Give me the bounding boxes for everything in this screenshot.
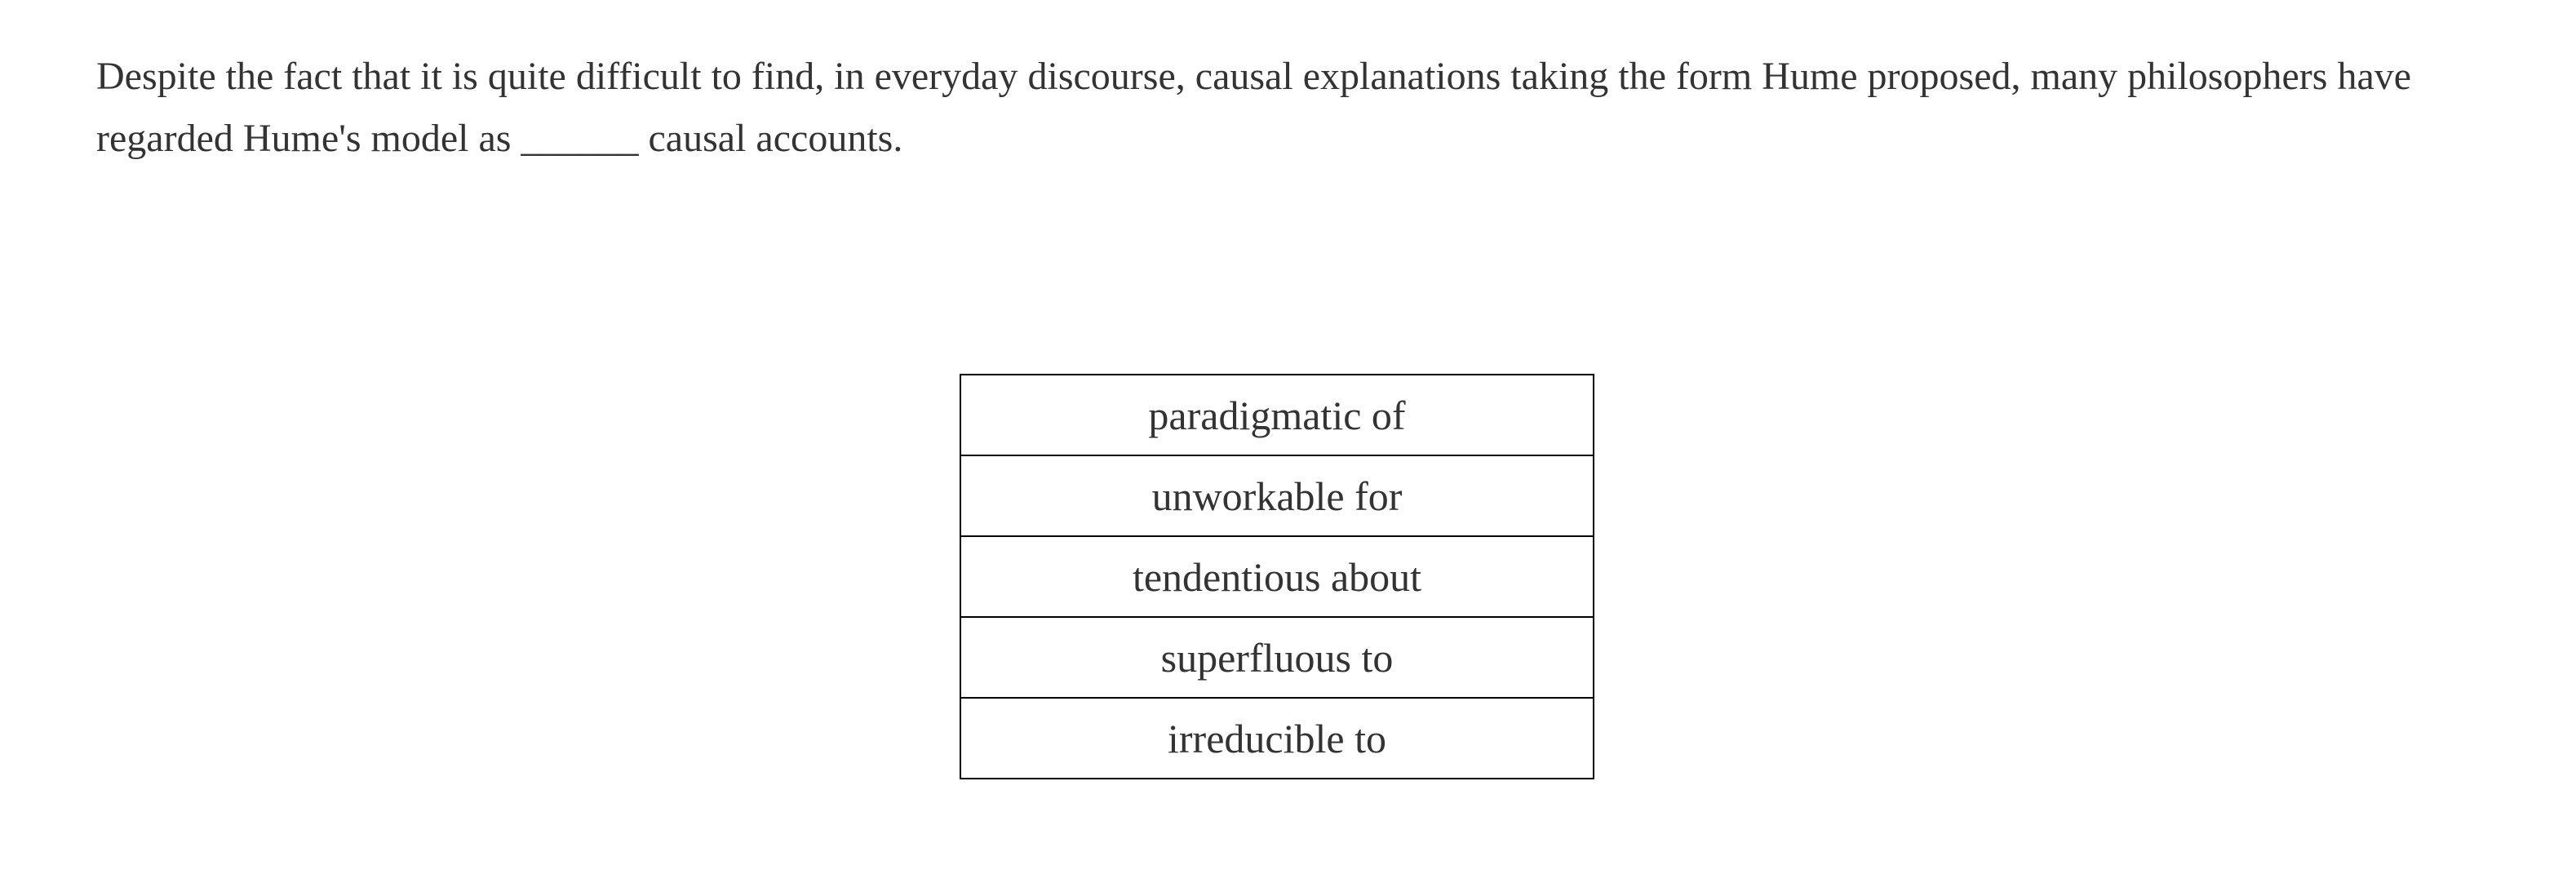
answer-choice-row xyxy=(960,617,1594,698)
answer-choice-row xyxy=(960,536,1594,617)
answer-choice-5[interactable]: irreducible to xyxy=(960,698,1594,779)
answer-choice-3[interactable]: tendentious about xyxy=(960,536,1594,617)
answer-choice-row xyxy=(960,375,1594,455)
answer-choice-4[interactable]: superfluous to xyxy=(960,617,1594,698)
answer-choice-2[interactable]: unworkable for xyxy=(960,455,1594,536)
answer-choice-1[interactable]: paradigmatic of xyxy=(960,375,1594,455)
answer-choices-table xyxy=(960,374,1594,779)
answer-choice-row xyxy=(960,698,1594,779)
question-text: Despite the fact that it is quite difficult to find, in everyday discourse, causal explanations taking the form Hume proposed, many philosophers have regarded Hume's model as ______ causal accounts. xyxy=(96,55,2412,160)
answer-choice-row xyxy=(960,455,1594,536)
